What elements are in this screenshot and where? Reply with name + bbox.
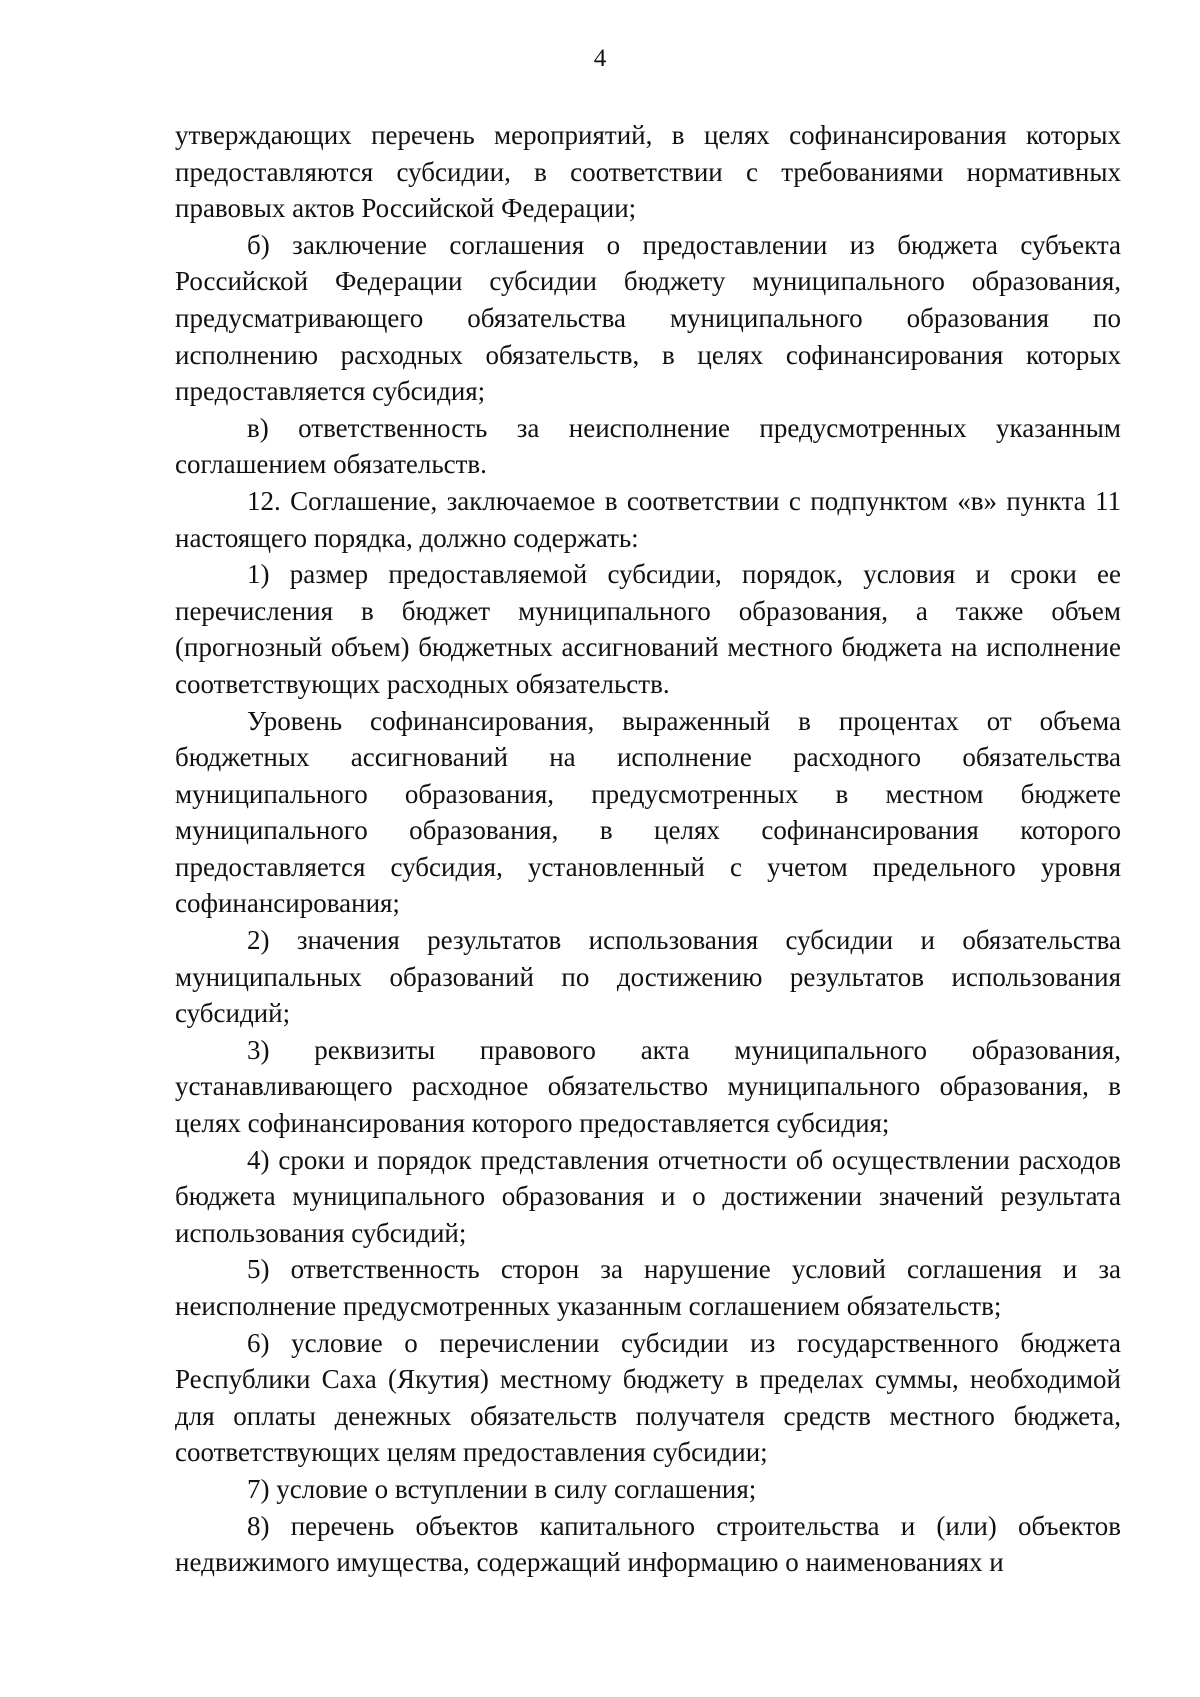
page-number: 4 <box>593 45 607 72</box>
document-body <box>175 117 1121 1581</box>
paragraph-item-3: 3) реквизиты правового акта муниципального образования, устанавливающего расходное обязательство муниципального образования, в целях софинансирования которого предоставляется субсидия; <box>175 1034 1121 1139</box>
paragraph-item-6: 6) условие о перечислении субсидии из государственного бюджета Республики Саха (Якутия) местному бюджету в пределах суммы, необходимой для оплаты денежных обязательств получателя средств местного бюджета, соответствующих целям предоставления субсидии; <box>175 1327 1121 1468</box>
paragraph-cofinancing-level: Уровень софинансирования, выраженный в процентах от объема бюджетных ассигнований на исполнение расходного обязательства муниципального образования, предусмотренных в местном бюджете муниципального образования, в целях софинансирования которого предоставляется субсидия, установленный с учетом предельного уровня софинансирования; <box>175 705 1121 919</box>
paragraph-clause-12: 12. Соглашение, заключаемое в соответствии с подпунктом «в» пункта 11 настоящего порядка, должно содержать: <box>175 485 1121 553</box>
paragraph-item-4: 4) сроки и порядок представления отчетности об осуществлении расходов бюджета муниципального образования и о достижении значений результата использования субсидий; <box>175 1144 1121 1248</box>
paragraph-item-1: 1) размер предоставляемой субсидии, порядок, условия и сроки ее перечисления в бюджет муниципального образования, а также объем (прогнозный объем) бюджетных ассигнований местного бюджета на исполнение соответствующих расходных обязательств. <box>175 559 1121 699</box>
paragraph-item-v: в) ответственность за неисполнение предусмотренных указанным соглашением обязательств. <box>175 412 1121 480</box>
paragraph-item-7: 7) условие о вступлении в силу соглашения; <box>247 1473 757 1504</box>
paragraph-item-2: 2) значения результатов использования субсидии и обязательства муниципальных образований по достижению результатов использования субсидий; <box>175 925 1121 1029</box>
paragraph-item-8: 8) перечень объектов капитального строительства и (или) объектов недвижимого имущества, содержащий информацию о наименованиях и <box>175 1510 1121 1578</box>
paragraph-item-5: 5) ответственность сторон за нарушение условий соглашения и за неисполнение предусмотренных указанным соглашением обязательств; <box>175 1254 1121 1321</box>
paragraph-item-b: б) заключение соглашения о предоставлении из бюджета субъекта Российской Федерации субсидии бюджету муниципального образования, предусматривающего обязательства муниципального образования по исполнению расходных обязательств, в целях софинансирования которых предоставляется субсидия; <box>175 229 1121 407</box>
paragraph-continuation: утверждающих перечень мероприятий, в целях софинансирования которых предоставляются субсидии, в соответствии с требованиями нормативных правовых актов Российской Федерации; <box>175 120 1121 224</box>
